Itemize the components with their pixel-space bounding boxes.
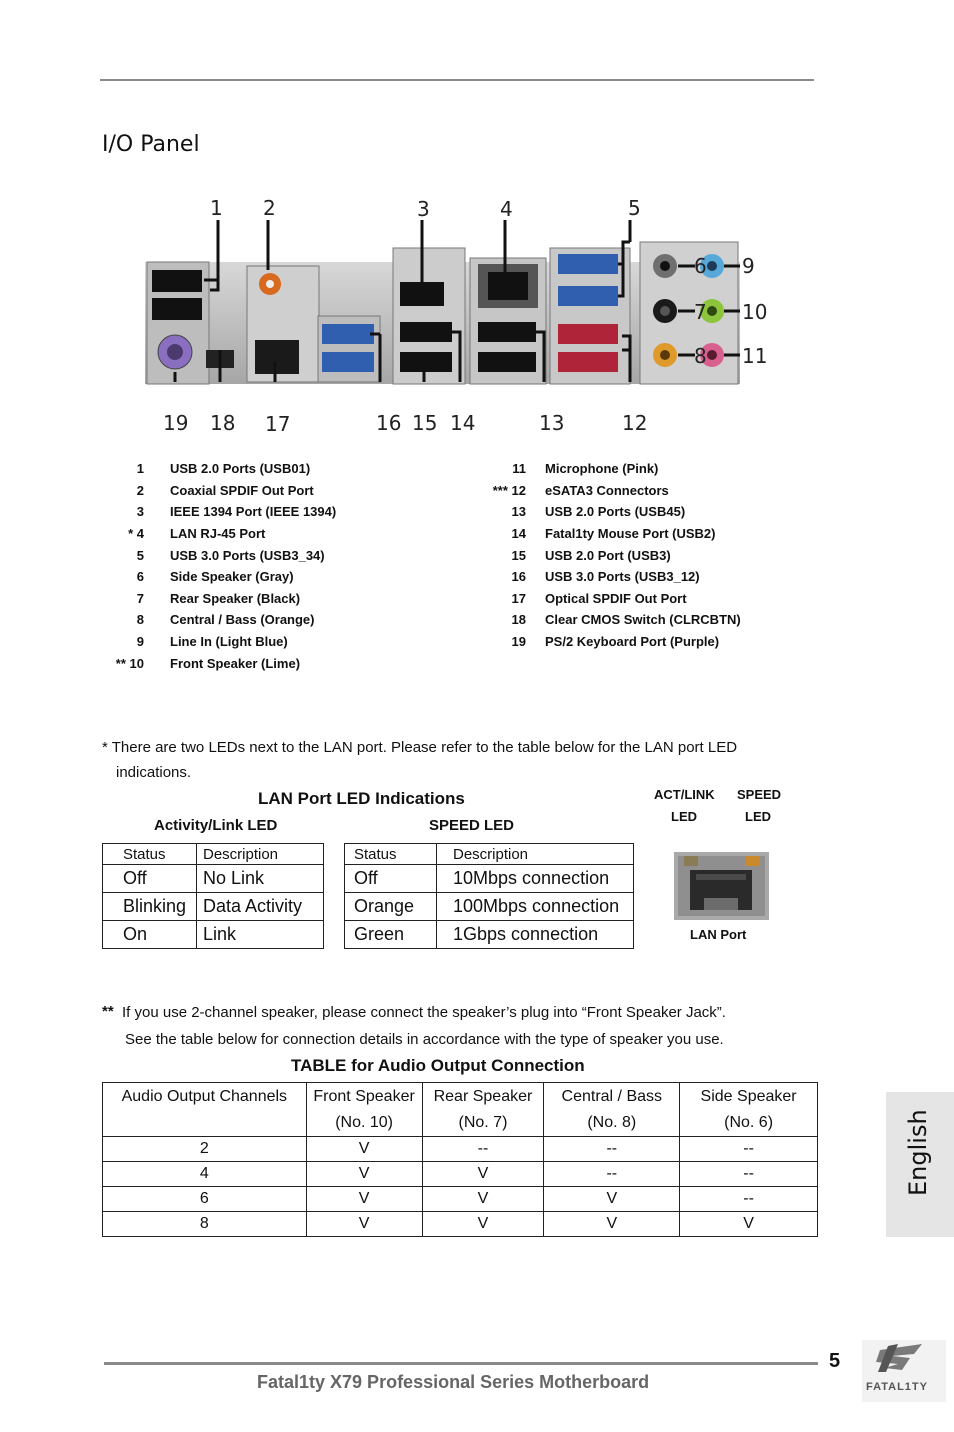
table-cell: Green <box>345 921 437 949</box>
callout-9: 9 <box>742 254 755 278</box>
speaker-note-line2: See the table below for connection details in accordance with the type of speaker you use. <box>125 1031 724 1048</box>
table-cell: V <box>306 1137 422 1162</box>
table-header: Front Speaker (No. 10) <box>306 1083 422 1137</box>
table-header: Audio Output Channels <box>103 1083 307 1137</box>
activity-table-title: Activity/Link LED <box>154 817 278 834</box>
lan-port-caption: LAN Port <box>690 927 747 942</box>
callout-2: 2 <box>263 196 276 220</box>
table-cell: -- <box>680 1187 818 1212</box>
callout-12: 12 <box>622 411 648 435</box>
callout-13: 13 <box>539 411 565 435</box>
callout-18: 18 <box>210 411 236 435</box>
audio-output-table <box>102 1082 818 1237</box>
table-cell: -- <box>544 1162 680 1187</box>
table-cell: Off <box>345 865 437 893</box>
table-cell: -- <box>680 1137 818 1162</box>
speed-label-1: SPEED <box>737 787 782 802</box>
table-cell: 2 <box>103 1137 307 1162</box>
side-tab-label: English <box>904 1109 932 1196</box>
top-rule <box>100 79 814 81</box>
speed-led-table <box>344 843 634 949</box>
io-panel-diagram <box>100 190 800 440</box>
table-cell: V <box>544 1212 680 1237</box>
fatal1ty-logo <box>862 1340 946 1402</box>
speed-table-title: SPEED LED <box>429 817 515 834</box>
table-cell: V <box>422 1187 544 1212</box>
table-cell: Orange <box>345 893 437 921</box>
page-number: 5 <box>829 1350 841 1372</box>
table-cell: Off <box>103 865 197 893</box>
speaker-note-marker: ** <box>102 1003 114 1020</box>
callout-4: 4 <box>500 197 513 221</box>
lan-note-line1: * There are two LEDs next to the LAN port. Please refer to the table below for the LAN port LED <box>102 739 738 756</box>
language-side-tab <box>886 1092 954 1237</box>
table-cell: 4 <box>103 1162 307 1187</box>
table-row <box>103 1212 818 1237</box>
section-title: I/O Panel <box>102 132 200 157</box>
callout-15: 15 <box>412 411 438 435</box>
table-cell: -- <box>422 1137 544 1162</box>
callout-19: 19 <box>163 411 189 435</box>
table-row <box>103 1162 818 1187</box>
callout-5: 5 <box>628 196 641 220</box>
table-cell: 8 <box>103 1212 307 1237</box>
table-cell: V <box>306 1187 422 1212</box>
speed-label-2: LED <box>745 809 771 824</box>
bottom-rule <box>104 1362 818 1365</box>
table-cell: V <box>544 1187 680 1212</box>
act-link-label-2: LED <box>671 809 697 824</box>
table-cell: 10Mbps connection <box>437 865 634 893</box>
table-cell: 1Gbps connection <box>437 921 634 949</box>
table-cell: Data Activity <box>197 893 324 921</box>
callout-16: 16 <box>376 411 402 435</box>
table-cell: V <box>422 1162 544 1187</box>
table-row <box>103 1137 818 1162</box>
footer-title: Fatal1ty X79 Professional Series Motherboard <box>257 1372 650 1392</box>
table-cell: 100Mbps connection <box>437 893 634 921</box>
table-row <box>103 1187 818 1212</box>
lan-port-image <box>674 852 769 920</box>
callout-14: 14 <box>450 411 476 435</box>
table-cell: Blinking <box>103 893 197 921</box>
lan-note-line2: indications. <box>116 764 192 781</box>
table-cell: Link <box>197 921 324 949</box>
lan-table-title: LAN Port LED Indications <box>258 789 465 808</box>
table-cell: V <box>680 1212 818 1237</box>
table-cell: 6 <box>103 1187 307 1212</box>
table-cell: V <box>422 1212 544 1237</box>
logo-text: FATAL1TY <box>866 1381 928 1393</box>
callout-10: 10 <box>742 300 768 324</box>
callout-8: 8 <box>694 344 707 368</box>
table-header: Status <box>103 844 197 865</box>
audio-table-title: TABLE for Audio Output Connection <box>291 1056 585 1075</box>
callout-1: 1 <box>210 196 223 220</box>
table-cell: V <box>306 1212 422 1237</box>
table-header: Description <box>197 844 324 865</box>
table-cell: No Link <box>197 865 324 893</box>
table-header: Status <box>345 844 437 865</box>
callout-7: 7 <box>694 300 707 324</box>
callout-11: 11 <box>742 344 768 368</box>
table-cell: -- <box>544 1137 680 1162</box>
table-cell: On <box>103 921 197 949</box>
table-header: Description <box>437 844 634 865</box>
speaker-note-line1: If you use 2-channel speaker, please connect the speaker’s plug into “Front Speaker Jack”. <box>122 1004 726 1021</box>
table-cell: -- <box>680 1162 818 1187</box>
table-header: Side Speaker (No. 6) <box>680 1083 818 1137</box>
activity-led-table <box>102 843 324 949</box>
table-header: Rear Speaker (No. 7) <box>422 1083 544 1137</box>
table-header: Central / Bass (No. 8) <box>544 1083 680 1137</box>
callout-17: 17 <box>265 412 291 436</box>
table-cell: V <box>306 1162 422 1187</box>
callout-6: 6 <box>694 254 707 278</box>
callout-3: 3 <box>417 197 430 221</box>
act-link-label-1: ACT/LINK <box>654 787 715 802</box>
